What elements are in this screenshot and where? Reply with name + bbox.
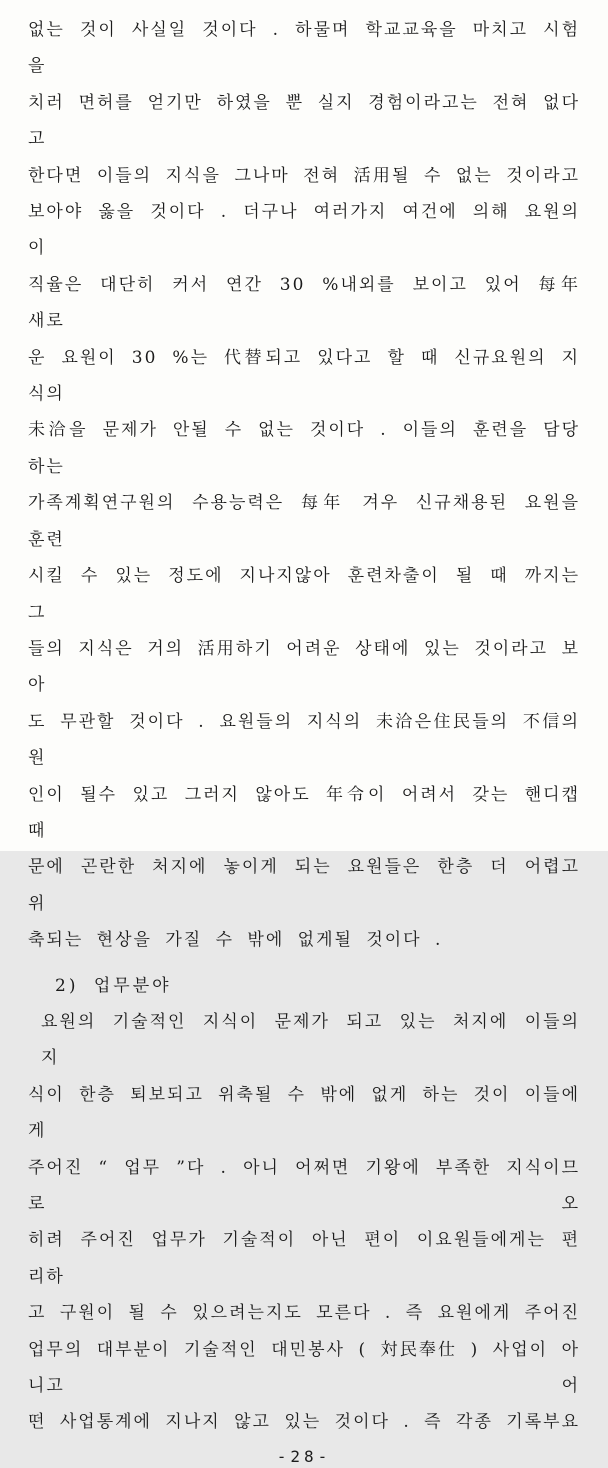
text-line: 치러 면허를 얻기만 하였을 뿐 실지 경험이라고는 전혀 없다고 bbox=[28, 92, 580, 150]
text-line: 요원의 기술적인 지식이 문제가 되고 있는 처지에 이들의 지 bbox=[41, 1011, 580, 1069]
text-line: 未洽을 문제가 안될 수 없는 것이다 . 이들의 훈련을 담당하는 bbox=[28, 420, 580, 477]
text-line: 히려 주어진 업무가 기술적이 아닌 편이 이요원들에게는 편리하 bbox=[28, 1230, 580, 1287]
text-line: 떤 사업통계에 지나지 않고 있는 것이다 . 즉 각종 기록부요 bbox=[28, 1412, 580, 1433]
text-line: 문에 곤란한 처지에 놓이게 되는 요원들은 한층 더 어렵고 위 bbox=[28, 857, 580, 914]
text-line: 주어진 “ 업무 ”다 . 아니 어쩌면 기왕에 부족한 지식이므로 오 bbox=[28, 1157, 580, 1214]
paragraph-2 bbox=[28, 1004, 580, 1441]
text-line: 고 구원이 될 수 있으려는지도 모른다 . 즉 요원에게 주어진 bbox=[28, 1303, 580, 1324]
text-line: 보아야 옳을 것이다 . 더구나 여러가지 여건에 의해 요원의 이 bbox=[28, 202, 580, 259]
text-line: 축되는 현상을 가질 수 밖에 없게될 것이다 . bbox=[28, 930, 443, 951]
text-line: 도 무관할 것이다 . 요원들의 지식의 未洽은住民들의 不信의 원 bbox=[28, 711, 580, 769]
text-line: 들의 지식은 거의 活用하기 어려운 상태에 있는 것이라고 보아 bbox=[28, 638, 580, 696]
page-number: -28- bbox=[276, 1446, 332, 1466]
text-line: 업무의 대부분이 기술적인 대민봉사 ( 対民奉仕 ) 사업이 아니고 어 bbox=[28, 1339, 580, 1397]
text-line: 운 요원이 30 %는 代替되고 있다고 할 때 신규요원의 지식의 bbox=[28, 347, 580, 405]
text-line: 인이 될수 있고 그러지 않아도 年令이 어려서 갖는 핸디캡 때 bbox=[28, 784, 580, 841]
text-line: 없는 것이 사실일 것이다 . 하물며 학교교육을 마치고 시험을 bbox=[28, 20, 580, 77]
text-line: 식이 한층 퇴보되고 위축될 수 밖에 없게 하는 것이 이들에게 bbox=[28, 1084, 580, 1142]
paragraph-1 bbox=[28, 12, 580, 959]
text-line: 시킬 수 있는 정도에 지나지않아 훈련차출이 될 때 까지는 그 bbox=[28, 566, 580, 623]
text-line: 한다면 이들의 지식을 그나마 전혀 活用될 수 없는 것이라고 bbox=[28, 165, 580, 186]
text-line: 직율은 대단히 커서 연간 30 %내외를 보이고 있어 每年 새로 bbox=[28, 274, 580, 332]
section-heading: 2) 업무분야 bbox=[55, 975, 172, 996]
text-line: 가족계획연구원의 수용능력은 每年 겨우 신규채용된 요원을 훈련 bbox=[28, 493, 580, 550]
